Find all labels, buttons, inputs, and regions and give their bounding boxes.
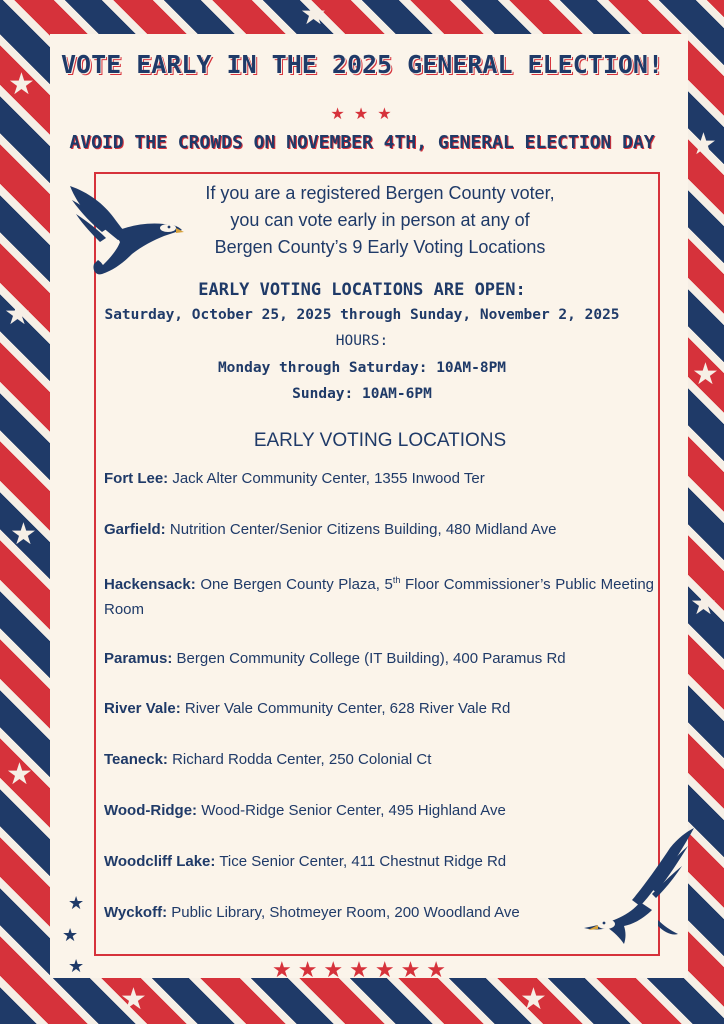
location-detail: Wood-Ridge Senior Center, 495 Highland Ave — [201, 802, 506, 819]
bottom-stars: ★★★★★★★ — [271, 958, 453, 983]
location-town: Teaneck: — [104, 751, 168, 768]
location-town: Wyckoff: — [104, 904, 168, 921]
location-detail: Nutrition Center/Senior Citizens Building, 480 Midland Ave — [169, 521, 557, 538]
border-star-icon: ★ — [690, 587, 717, 622]
border-star-icon: ★ — [120, 982, 147, 1017]
eagle-icon — [574, 826, 698, 950]
location-town: Woodcliff Lake: — [104, 853, 216, 870]
flyer-title: VOTE EARLY IN THE 2025 GENERAL ELECTION! — [60, 50, 664, 79]
voting-dates: Saturday, October 25, 2025 through Sunday, November 2, 2025 — [104, 307, 620, 323]
location-town: Garfield: — [104, 521, 166, 538]
location-town: Hackensack: — [104, 576, 196, 593]
location-detail: Jack Alter Community Center, 1355 Inwood Ter — [172, 470, 485, 487]
location-detail: Tice Senior Center, 411 Chestnut Ridge Rd — [219, 853, 507, 870]
border-star-icon: ★ — [690, 127, 717, 162]
star-icon: ★ — [68, 893, 85, 914]
location-town: Wood-Ridge: — [104, 802, 198, 819]
location-town: River Vale: — [104, 700, 181, 717]
location-detail: Public Library, Shotmeyer Room, 200 Woodland Ave — [171, 904, 520, 921]
location-ordinal: th — [392, 575, 401, 585]
location-item — [104, 900, 654, 925]
locations-heading: EARLY VOTING LOCATIONS — [253, 430, 507, 451]
border-star-icon: ★ — [692, 357, 719, 392]
weekday-hours: Monday through Saturday: 10AM-8PM — [217, 360, 507, 376]
location-town: Fort Lee: — [104, 470, 169, 487]
location-town: Paramus: — [104, 650, 173, 667]
border-star-icon: ★ — [300, 0, 327, 32]
border-star-icon: ★ — [6, 757, 33, 792]
border-star-icon: ★ — [8, 67, 35, 102]
location-item — [104, 696, 654, 721]
location-item — [104, 849, 654, 874]
star-icon: ★ — [68, 956, 85, 977]
top-stars: ★ ★ ★ — [330, 104, 394, 123]
hours-label: HOURS: — [335, 333, 389, 349]
star-icon: ★ — [62, 925, 79, 946]
location-detail: River Vale Community Center, 628 River Vale Rd — [184, 700, 511, 717]
location-detail: Richard Rodda Center, 250 Colonial Ct — [172, 751, 432, 768]
location-item — [104, 747, 654, 772]
location-detail: Floor Commissioner’s Public Meeting Room — [104, 576, 655, 618]
location-item — [104, 517, 654, 542]
border-star-icon: ★ — [4, 297, 31, 332]
sunday-hours: Sunday: 10AM-6PM — [292, 386, 432, 402]
intro-line: If you are a registered Bergen County voter, — [205, 183, 555, 203]
border-star-icon: ★ — [10, 517, 37, 552]
intro-text — [150, 180, 610, 261]
location-item — [104, 798, 654, 823]
location-item — [104, 646, 654, 671]
flyer-subtitle: AVOID THE CROWDS ON NOVEMBER 4TH, GENERAL ELECTION DAY — [69, 132, 655, 153]
location-item — [104, 568, 654, 622]
intro-line: Bergen County’s 9 Early Voting Locations — [214, 237, 546, 257]
intro-line: you can vote early in person at any of — [230, 210, 530, 230]
open-heading: EARLY VOTING LOCATIONS ARE OPEN: — [198, 280, 526, 300]
location-detail: One Bergen County Plaza, 5 — [200, 576, 393, 593]
border-star-icon: ★ — [520, 982, 547, 1017]
location-detail: Bergen Community College (IT Building), 400 Paramus Rd — [176, 650, 566, 667]
location-item — [104, 466, 654, 491]
